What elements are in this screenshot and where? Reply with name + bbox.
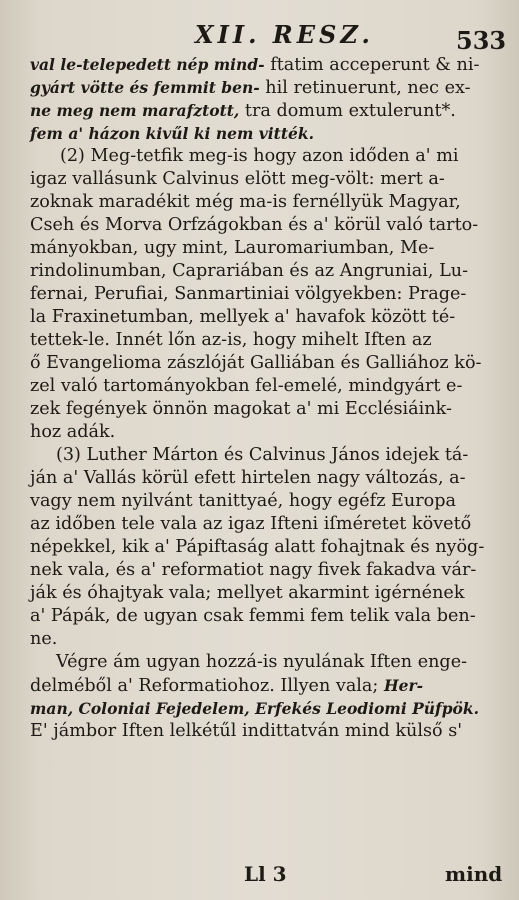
text-line: val le-telepedett nép mind- ftatim acceperunt & ni-	[30, 55, 480, 75]
text-line: ne meg nem marafztott, tra domum extulerunt*.	[30, 101, 456, 121]
text-line: ján a' Vallás körül efett hirtelen nagy változás, a-	[30, 468, 466, 488]
text-line: Végre ám ugyan hozzá-is nyulának Iften enge-	[56, 652, 468, 672]
body-text	[30, 53, 492, 743]
text-line: (2) Meg-tetfik meg-is hogy azon időden a' mi	[60, 146, 459, 166]
catchword: mind	[445, 862, 503, 886]
text-line: zek fegények önnön magokat a' mi Ecclésiáink-	[30, 399, 452, 419]
text-line: mányokban, ugy mint, Lauromariumban, Me-	[30, 238, 435, 258]
text-line: gyárt vötte és femmit ben- hil retinuerunt, nec ex-	[30, 78, 471, 98]
text-line: vagy nem nyilvánt tanittyaé, hogy egéfz Europa	[30, 491, 456, 511]
text-line: zel való tartományokban fel-emelé, mindgyárt e-	[30, 376, 463, 396]
text-line: delméből a' Reformatiohoz. Illyen vala; Her-	[30, 676, 424, 696]
running-title: XII. RESZ.	[195, 20, 374, 49]
text-line: (3) Luther Márton és Calvinus János idejek tá-	[56, 445, 469, 465]
text-line: hoz adák.	[30, 422, 116, 442]
text-line: a' Pápák, de ugyan csak femmi fem telik vala ben-	[30, 606, 476, 626]
text-line: az időben tele vala az igaz Ifteni iſméretet követő	[30, 514, 472, 534]
text-line: la Fraxinetumban, mellyek a' havafok között té-	[30, 307, 456, 327]
text-line: fernai, Perufiai, Sanmartiniai völgyekben: Prage-	[30, 284, 467, 304]
signature-mark: Ll 3	[244, 862, 287, 886]
text-line: zoknak maradékit még ma-is fernéllyük Magyar,	[30, 192, 461, 212]
text-line: rindolinumban, Caprariában és az Angruniai, Lu-	[30, 261, 469, 281]
text-line: népekkel, kik a' Pápiftaság alatt fohajtnak és nyög-	[30, 537, 485, 557]
text-line: nek vala, és a' reformatiot nagy fivek fakadva vár-	[30, 560, 477, 580]
page-header	[0, 20, 519, 55]
text-line: igaz vallásunk Calvinus elött meg-völt: mert a-	[30, 169, 445, 189]
text-line: Cseh és Morva Orfzágokban és a' körül való tarto-	[30, 215, 479, 235]
text-line: fem a' házon kivűl ki nem vitték.	[30, 124, 314, 143]
text-line: tettek-le. Innét lőn az-is, hogy mihelt Iften az	[30, 330, 432, 350]
text-line: ő Evangelioma zászlóját Galliában és Galliához kö-	[30, 353, 482, 373]
page-number: 533	[456, 26, 507, 55]
text-line: E' jámbor Iften lelkétűl indittatván mind külső s'	[30, 721, 463, 741]
text-line: ne.	[30, 629, 58, 649]
text-line: man, Coloniai Fejedelem, Erfekés Leodiomi Püfpök.	[30, 699, 480, 718]
text-line: ják és óhajtyak vala; mellyet akarmint igérnének	[30, 583, 465, 603]
